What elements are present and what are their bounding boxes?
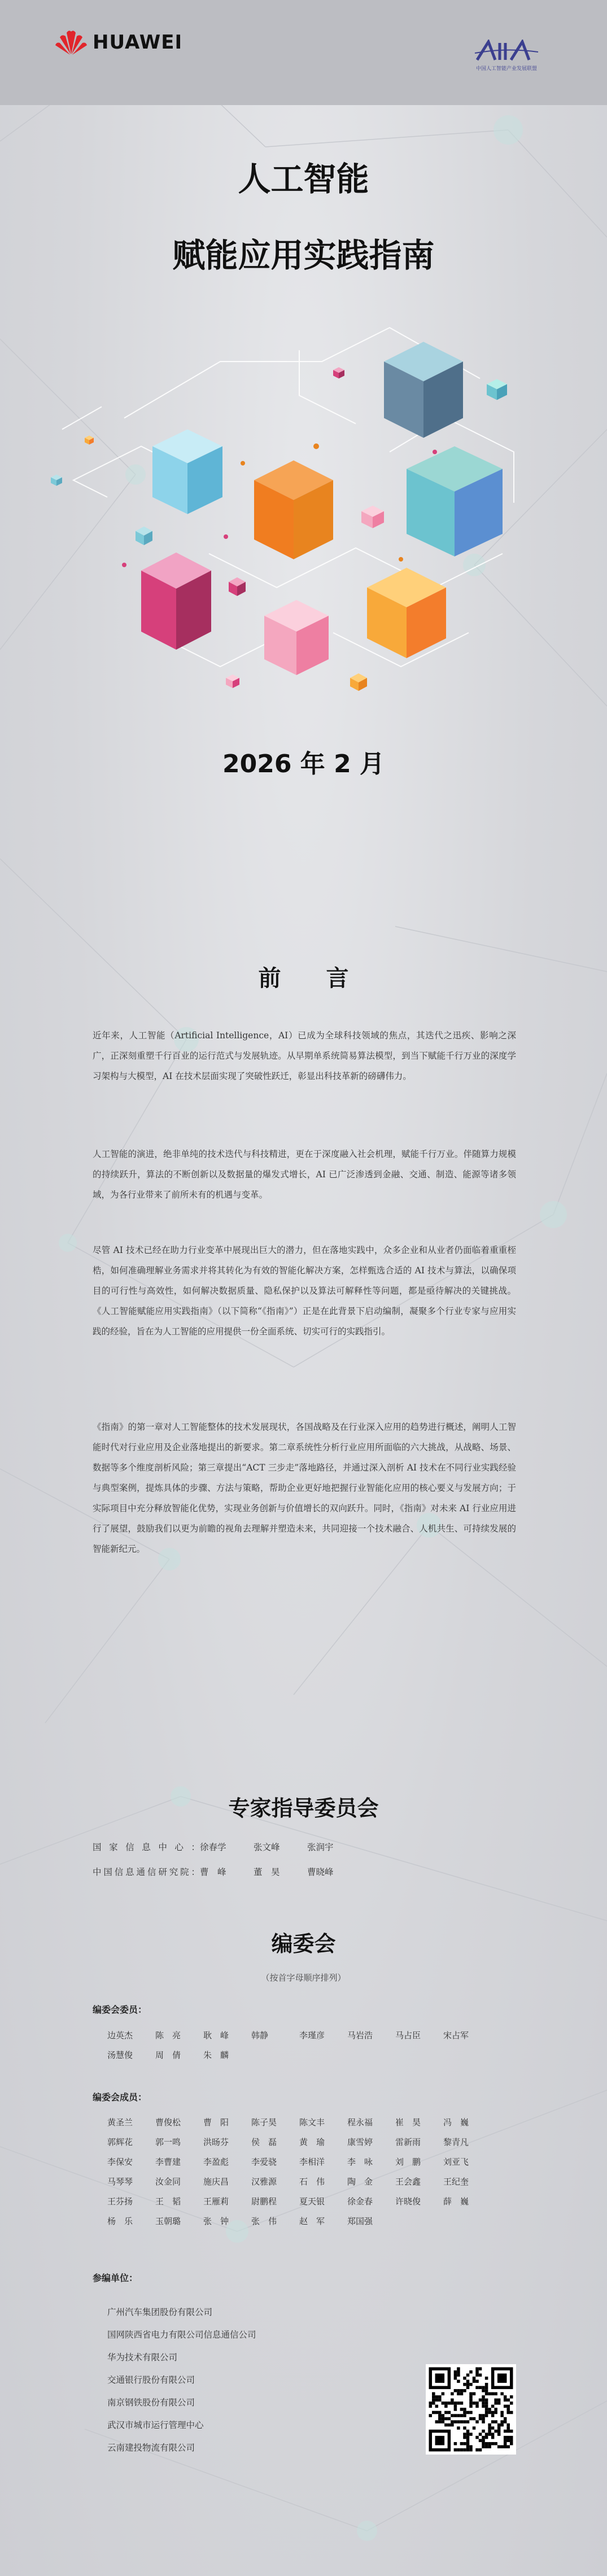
aiia-logo [470, 40, 543, 75]
member-name: 边英杰 [107, 2030, 133, 2040]
preface-paragraph-3: 尽管 AI 技术已经在助力行业变革中展现出巨大的潜力，但在落地实践中，众多企业和从业者仍面临着重重桎梏，如何准确理解业务需求并将其转化为有效的智能化解决方案，怎样甄选合适的 AI 技术与算法，以确保项目的可行性与高效性，如何解决数据质量、隐私保护以及算法可解释性等问题，都是亟待解决的关键挑战。《人工智能赋能应用实践指南》（以下简称“《指南》”）正是在此背景下启动编制，凝聚多个行业专家与应用实践的经验，旨在为人工智能的应用提供一份全面系统、切实可行的实践指引。 [93, 1245, 516, 1337]
unit-item: 南京钢铁股份有限公司 [107, 2397, 195, 2408]
staff-name: 尉鹏程 [251, 2196, 277, 2207]
staff-name: 冯 巍 [443, 2117, 469, 2127]
member-name: 韩静 [251, 2030, 269, 2040]
staff-name: 雷新雨 [395, 2137, 421, 2147]
staff-name: 李盈彪 [203, 2157, 229, 2167]
member-name: 耿 峰 [203, 2030, 229, 2040]
cover-title-line2: 赋能应用实践指南 [172, 236, 435, 275]
staff-name: 施庆昌 [203, 2177, 229, 2187]
staff-name: 康雪婷 [347, 2137, 373, 2147]
staff-name: 张 钟 [203, 2216, 229, 2226]
huawei-logo [54, 28, 182, 56]
member-name: 李瑾彦 [299, 2030, 325, 2040]
staff-name: 崔 昊 [395, 2117, 421, 2127]
unit-item: 国网陕西省电力有限公司信息通信公司 [107, 2330, 256, 2340]
member-name: 宋占军 [443, 2030, 469, 2040]
staff-name: 赵 军 [299, 2216, 325, 2226]
expert-org-label: 中国信息通信研究院： [93, 1867, 200, 1877]
editorial-heading: 编委会 [271, 1931, 336, 1956]
members-label: 编委会委员： [93, 2004, 147, 2015]
staff-name: 曹 阳 [203, 2117, 229, 2127]
expert-name: 徐春学 [200, 1842, 226, 1852]
cube-light-blue [152, 429, 222, 514]
member-name: 马岩浩 [347, 2030, 373, 2040]
staff-name: 玉朝璐 [155, 2216, 181, 2226]
staff-name: 李保安 [107, 2157, 133, 2167]
expert-name: 张文峰 [254, 1842, 280, 1852]
staff-name: 徐金春 [347, 2196, 373, 2207]
staff-list [107, 2116, 491, 2227]
preface-paragraph-1: 近年来，人工智能（Artificial Intelligence，AI）已成为全球科技领域的焦点，其迭代之迅疾、影响之深广，正深刻重塑千行百业的运行范式与发展轨迹。从早期单系统简易算法模型，到当下赋能千行万业的深度学习架构与大模型，AI 在技术层面实现了突破性跃迁，彰显出科技革新的磅礴伟力。 [93, 1030, 516, 1081]
unit-item: 交通银行股份有限公司 [107, 2375, 195, 2385]
staff-name: 王纪奎 [443, 2177, 469, 2187]
staff-name: 李 咏 [347, 2157, 373, 2167]
expert-name: 曹 峰 [200, 1867, 226, 1877]
aiia-name: 中国人工智能产业发展联盟 [475, 66, 537, 72]
expert-row [93, 1840, 361, 1853]
staff-name: 侯 磊 [251, 2137, 277, 2147]
aiia-mark-icon [473, 40, 540, 62]
expert-name: 张润宇 [307, 1842, 334, 1852]
expert-name: 曹晓峰 [307, 1867, 334, 1877]
cube-magenta [141, 552, 211, 650]
cube-amber [367, 568, 446, 658]
staff-name: 杨 乐 [107, 2216, 133, 2226]
staff-name: 王芬扬 [107, 2196, 133, 2207]
expert-row [93, 1865, 361, 1878]
units-label: 参编单位： [93, 2273, 138, 2283]
staff-name: 黄 瑜 [299, 2137, 325, 2147]
staff-name: 曹俊松 [155, 2117, 181, 2127]
staff-name: 夏天银 [299, 2196, 325, 2207]
member-name: 马占臣 [395, 2030, 421, 2040]
staff-name: 陶 金 [347, 2177, 373, 2187]
member-name: 朱 麟 [203, 2050, 229, 2060]
unit-item: 武汉市城市运行管理中心 [107, 2420, 204, 2430]
staff-name: 汉雅源 [251, 2177, 277, 2187]
member-name: 陈 亮 [155, 2030, 181, 2040]
staff-name: 李曹建 [155, 2157, 181, 2167]
staff-name: 程永福 [347, 2117, 373, 2127]
huawei-wordmark: HUAWEI [93, 31, 183, 54]
unit-item: 云南建投物流有限公司 [107, 2443, 195, 2453]
staff-name: 李相洋 [299, 2157, 325, 2167]
publication-date: 2026 年 2 月 [222, 750, 385, 778]
staff-name: 张 伟 [251, 2216, 277, 2226]
expert-name: 董 昊 [254, 1867, 280, 1877]
staff-name: 陈文丰 [299, 2117, 325, 2127]
members-list [107, 2029, 491, 2061]
unit-item: 广州汽车集团股份有限公司 [107, 2307, 213, 2317]
preface-paragraph-4: 《指南》的第一章对人工智能整体的技术发展现状，各国战略及在行业深入应用的趋势进行概述，阐明人工智能时代对行业应用及企业落地提出的新要求。第二章系统性分析行业应用所面临的六大挑战，从战略、场景、数据等多个维度剖析风险；第三章提出“ACT 三步走”落地路径，并通过深入剖析 AI 技术在不同行业实践经验与典型案例，提炼具体的步骤、方法与策略，帮助企业更好地把握行业智能化应用的核心要义与发展方向；于实际项目中充分释放智能化优势，实现业务创新与价值增长的双向跃升。同时，《指南》对未来 AI 行业应用进行了展望，鼓励我们以更为前瞻的视角去理解并塑造未来，共同迎接一个技术融合、人机共生、可持续发展的智能新纪元。 [93, 1422, 516, 1554]
staff-name: 薛 巍 [443, 2196, 469, 2207]
cube-orange [254, 460, 333, 559]
cube-teal-blue [407, 446, 503, 556]
expert-committee-heading: 专家指导委员会 [228, 1795, 379, 1821]
staff-name: 郑国强 [347, 2216, 373, 2226]
staff-name: 黎青凡 [443, 2137, 469, 2147]
editorial-order-note: （按首字母顺序排列） [261, 1973, 346, 1983]
staff-name: 陈子昊 [251, 2117, 277, 2127]
staff-name: 黄圣兰 [107, 2117, 133, 2127]
cover-title-line1: 人工智能 [238, 160, 369, 198]
member-name: 汤慧俊 [107, 2050, 133, 2060]
staff-name: 王会鑫 [395, 2177, 421, 2187]
staff-name: 郭一鸣 [155, 2137, 181, 2147]
unit-item: 华为技术有限公司 [107, 2352, 178, 2362]
staff-name: 王雁莉 [203, 2196, 229, 2207]
staff-name: 刘 鹏 [395, 2157, 421, 2167]
cube-blue-steel [384, 342, 463, 438]
staff-name: 郭辉花 [107, 2137, 133, 2147]
huawei-petal-icon [54, 28, 88, 56]
staff-name: 许晓俊 [395, 2196, 421, 2207]
member-name: 周 倩 [155, 2050, 181, 2060]
preface-paragraph-2: 人工智能的演进，绝非单纯的技术迭代与科技精进，更在于深度融入社会机理，赋能千行万业。伴随算力规模的持续跃升，算法的不断创新以及数据量的爆发式增长，AI 已广泛渗透到金融、交通、制造、能源等诸多领域，为各行业带来了前所未有的机遇与变革。 [93, 1149, 516, 1200]
staff-name: 洪旸芬 [203, 2137, 229, 2147]
staff-name: 石 伟 [299, 2177, 325, 2187]
staff-name: 马琴琴 [107, 2177, 133, 2187]
units-list [107, 2301, 256, 2459]
qr-code [426, 2364, 516, 2455]
cube-pink [264, 600, 329, 675]
staff-name: 刘亚飞 [443, 2157, 469, 2167]
staff-name: 李爱骁 [251, 2157, 277, 2167]
cube-illustration [40, 316, 567, 712]
staff-name: 王 韬 [155, 2196, 181, 2207]
preface-heading: 前 言 [258, 965, 349, 991]
expert-org-label: 国家信息中心： [93, 1842, 200, 1852]
staff-label: 编委会成员： [93, 2092, 147, 2103]
staff-name: 汝金同 [155, 2177, 181, 2187]
